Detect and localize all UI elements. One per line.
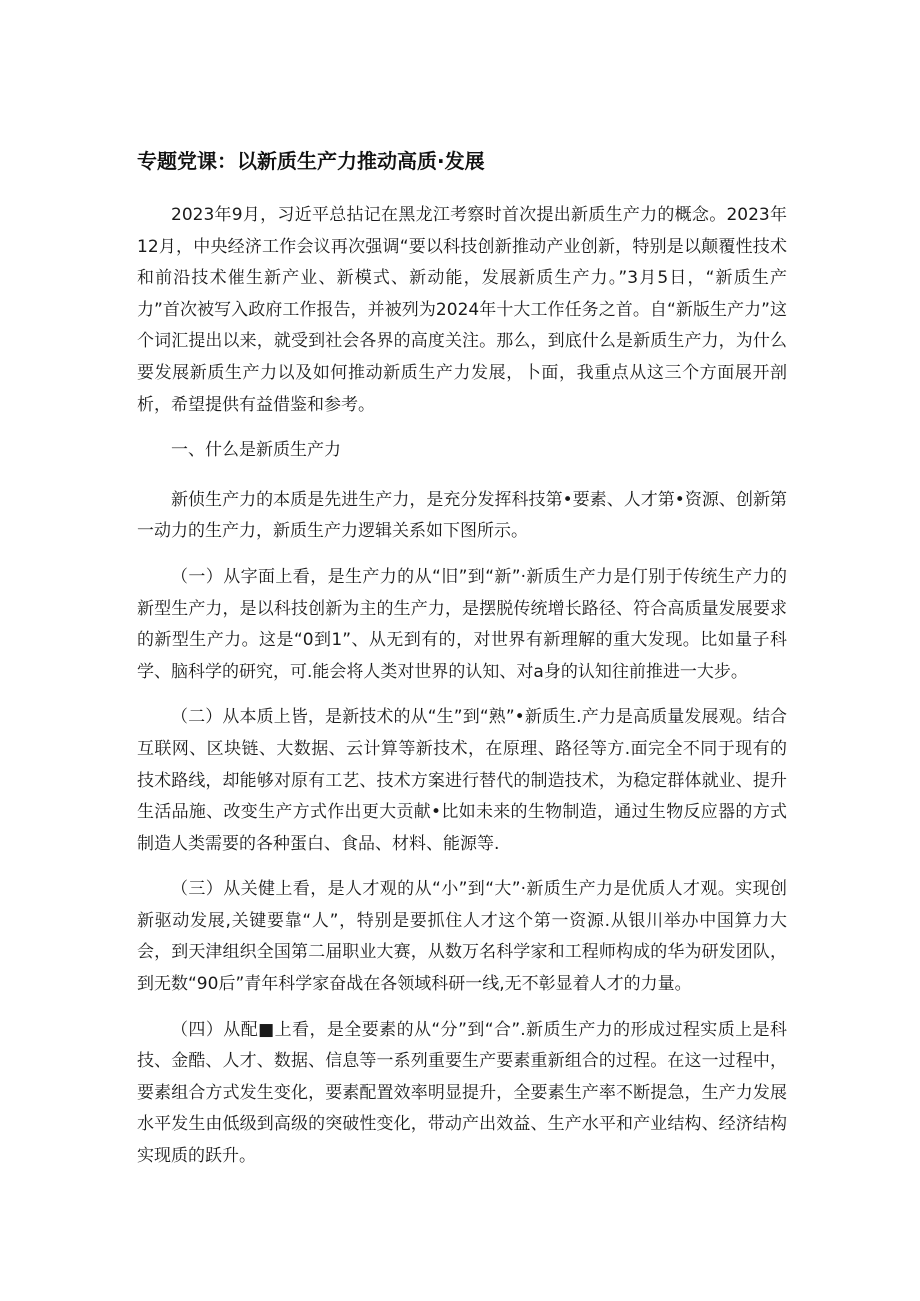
paragraph-point-2: （二）从本质上皆，是新技术的从“生”到“熟”•新质生.产力是高质量发展观。结合互联网、区块链、大数据、云计算等新技术，在原理、路径等方.面完全不同于现有的技术路线，却能够对原有工艺、技术方案进行替代的制造技术，为稳定群体就业、提升生活品施、改变生产方式作出更大贡献•比如未来的生物制造，通过生物反应器的方式制造人类需要的各种蛋白、食品、材料、能源等.: [137, 707, 787, 854]
paragraph-point-1: （一）从字面上看，是生产力的从“旧”到“新”·新质生产力是仃别于传统生产力的新型生产力，是以科技创新为主的生产力，是摆脱传统增长路径、符合高质量发展要求的新型生产力。这是“0到1”、从无到有的，对世界有新理解的重大发现。比如量子科学、脑科学的研究，可.能会将人类对世界的认知、对a身的认知往前推进一大步。: [137, 566, 787, 682]
paragraph-intro: 2023年9月，习近平总拈记在黑龙江考察时首次提出新质生产力的概念。2023年12月，中央经济工作会议再次强调“要以科技创新推动产业创新，特别是以颠覆性技术和前沿技术催生新产业、新模式、新动能，发展新质生产力。”3月5日，“新质生产力”首次被写入政府工作报告，并被列为2024年十大工作任务之首。自“新版生产力”这个词汇提出以来，就受到社会各界的高度关注。那么，到底什么是新质生产力，为什么要发展新质生产力以及如何推动新质生产力发展，卜面，我重点从这三个方面展开剖析，希望提供有益借鉴和参考。: [137, 205, 787, 415]
paragraph-point-4: （四）从配■上看，是全要素的从“分”到“合”.新质生产力的形成过程实质上是科技、金酷、人才、数据、信息等一系列重要生产要素重新组合的过程。在这一过程中，要素组合方式发生变化，要素配置效率明显提升，全要素生产率不断提急，生产力发展水平发生由低级到高级的突破性变化，带动产出效益、生产水平和产业结构、经济结构实现质的跃升。: [137, 1019, 787, 1167]
document-body: [137, 200, 787, 1187]
section-heading-1: 一、什么是新质生产力: [171, 440, 341, 461]
paragraph-essence: 新侦生产力的本质是先进生产力，是充分发挥科技第•要素、人才第•资源、创新第一动力的生产力，新质生产力逻辑关系如下图所示。: [137, 489, 787, 542]
paragraph-point-3: （三）从关健上看，是人才观的从“小”到“大”·新质生产力是优质人才观。实现创新驱动发展,关键要靠“人”，特别是要抓住人才这个第一资源.从银川举办中国算力大会，到天津组织全国第二届职业大赛，从数万名科学家和工程师构成的华为研发团队，到无数“90后”青年科学家奋战在各领域科研一线,无不彰显着人才的力量。: [137, 879, 787, 995]
document-title: 专题党课：以新质生产力推动高质·发展: [137, 149, 485, 173]
